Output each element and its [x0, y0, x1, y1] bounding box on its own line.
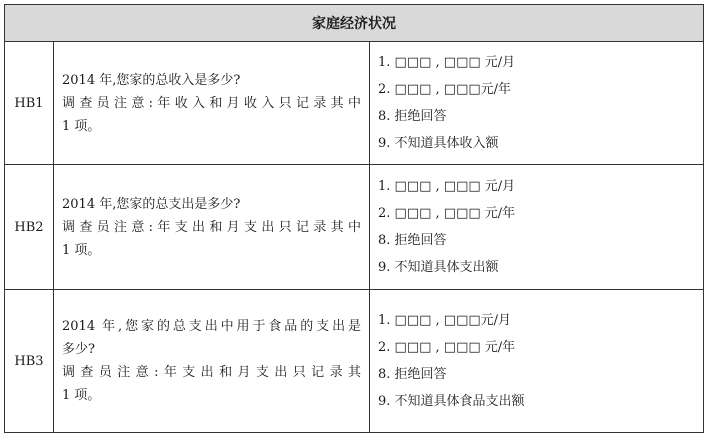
table-row	[5, 42, 703, 165]
question-line: 多少?	[62, 342, 95, 357]
answer-option: 8. 拒绝回答	[378, 109, 447, 124]
answer-options	[370, 165, 703, 289]
answer-option: 9. 不知道具体支出额	[378, 260, 499, 275]
question-line: 1 项。	[62, 118, 101, 134]
survey-table	[4, 4, 704, 433]
answer-option: 1. □□□ , □□□元/月	[378, 313, 512, 328]
answer-option: 1. □□□ , □□□ 元/月	[378, 55, 516, 70]
question-line: 调查员注意:年支出和月支出只记录其	[62, 365, 361, 380]
answer-option: 2. □□□ , □□□元/年	[378, 82, 512, 97]
answer-option: 8. 拒绝回答	[378, 233, 447, 248]
question-line: 调查员注意:年收入和月收入只记录其中	[62, 95, 361, 111]
question-text	[54, 42, 370, 164]
answer-option: 1. □□□ , □□□ 元/月	[378, 179, 516, 194]
question-line: 调查员注意:年支出和月支出只记录其中	[62, 219, 361, 235]
question-code: HB3	[5, 290, 54, 432]
table-row	[5, 290, 703, 432]
question-text	[54, 165, 370, 289]
question-code: HB2	[5, 165, 54, 289]
table-row	[5, 165, 703, 290]
answer-options	[370, 42, 703, 164]
question-line: 1 项。	[62, 242, 101, 258]
question-line: 1 项。	[62, 388, 101, 403]
table-title: 家庭经济状况	[5, 5, 703, 42]
question-line: 2014 年,您家的总收入是多少?	[62, 72, 241, 88]
answer-option: 9. 不知道具体食品支出额	[378, 394, 525, 409]
question-text	[54, 290, 370, 432]
answer-option: 2. □□□ , □□□ 元/年	[378, 206, 516, 221]
answer-option: 9. 不知道具体收入额	[378, 136, 499, 151]
question-code: HB1	[5, 42, 54, 164]
answer-option: 2. □□□ , □□□ 元/年	[378, 340, 516, 355]
question-line: 2014 年,您家的总支出中用于食品的支出是	[62, 319, 361, 334]
answer-options	[370, 290, 703, 432]
answer-option: 8. 拒绝回答	[378, 367, 447, 382]
question-line: 2014 年,您家的总支出是多少?	[62, 196, 241, 212]
